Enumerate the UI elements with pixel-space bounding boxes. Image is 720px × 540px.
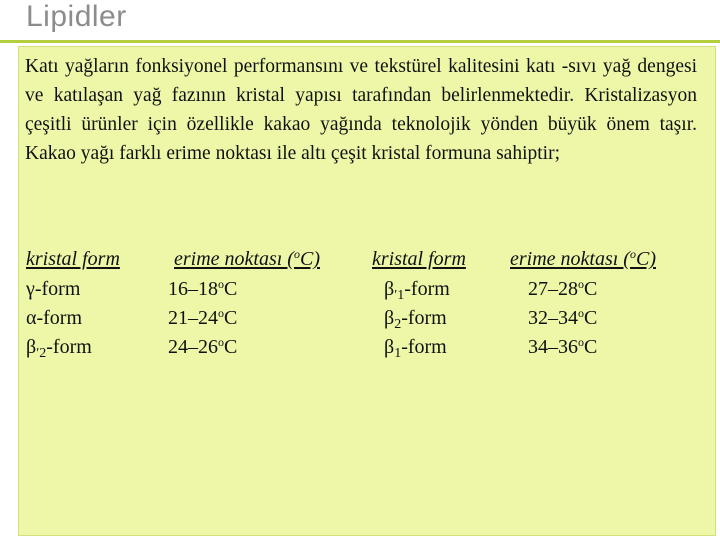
greek-letter: β [384, 307, 395, 329]
unit-c: C [584, 336, 598, 358]
header-form-text: kristal form [372, 248, 466, 270]
body-paragraph: Katı yağların fonksiyonel performansını ve tekstürel kalitesini katı -sıvı yağ dengesi ve katılaşan yağ fazının kristal yapısı tarafından belirlenmektedir. Kristalizasyon çeşitli ürünler için özellikle kakao yağında teknolojik yönden büyük önem taşır. Kakao yağı farklı erime noktası ile altı çeşit kristal formuna sahiptir; [25, 56, 697, 164]
form-cell-right-2 [384, 307, 447, 333]
header-melt-suffix: C) [299, 248, 320, 270]
form-subscript: ′1 [394, 288, 405, 304]
form-suffix: -form [404, 278, 450, 300]
greek-letter: β [384, 336, 395, 358]
greek-letter: β [26, 336, 37, 358]
form-suffix: -form [34, 278, 81, 300]
slide-title: Lipidler [26, 0, 127, 33]
melt-range: 34–36 [528, 336, 578, 358]
header-degree-sup: o [293, 246, 300, 261]
melt-cell-left-3 [168, 336, 237, 359]
greek-letter: β [384, 278, 395, 300]
melt-cell-right-2 [528, 307, 597, 330]
header-melt-suffix: C) [635, 248, 656, 270]
title-divider [0, 40, 720, 43]
form-subscript: 1 [394, 346, 402, 362]
melt-cell-left-2 [168, 307, 237, 330]
form-cell-left-3 [26, 336, 92, 362]
melt-range: 16–18 [168, 278, 218, 300]
title-bar [0, 0, 720, 40]
melt-cell-right-1 [528, 278, 597, 301]
melt-range: 32–34 [528, 307, 578, 329]
degree-mark: o [578, 305, 584, 320]
form-subscript: ′2 [36, 346, 47, 362]
header-kristal-form-right [372, 248, 466, 271]
unit-c: C [584, 307, 598, 329]
header-kristal-form-left [26, 248, 120, 271]
degree-mark: o [218, 305, 224, 320]
header-melt-prefix: erime noktası ( [510, 248, 630, 270]
unit-c: C [224, 278, 238, 300]
header-form-text: kristal form [26, 248, 120, 270]
unit-c: C [584, 278, 598, 300]
melt-cell-right-3 [528, 336, 597, 359]
unit-c: C [224, 307, 238, 329]
greek-letter: γ [26, 278, 35, 300]
melt-range: 24–26 [168, 336, 218, 358]
degree-mark: o [218, 276, 224, 291]
greek-letter: α [26, 307, 37, 329]
form-suffix: -form [401, 336, 447, 358]
header-melt-prefix: erime noktası ( [174, 248, 294, 270]
degree-mark: o [578, 334, 584, 349]
degree-mark: o [578, 276, 584, 291]
form-suffix: -form [36, 307, 83, 329]
header-degree-sup: o [629, 246, 636, 261]
degree-mark: o [218, 334, 224, 349]
form-suffix: -form [46, 336, 92, 358]
form-cell-right-1 [384, 278, 450, 304]
form-suffix: -form [401, 307, 447, 329]
melt-range: 27–28 [528, 278, 578, 300]
form-subscript: 2 [394, 317, 402, 333]
form-cell-right-3 [384, 336, 447, 362]
form-cell-left-2 [26, 307, 82, 330]
header-erime-noktasi-left [174, 248, 320, 271]
unit-c: C [224, 336, 238, 358]
form-cell-left-1 [26, 278, 80, 301]
melt-range: 21–24 [168, 307, 218, 329]
header-erime-noktasi-right [510, 248, 656, 271]
melt-cell-left-1 [168, 278, 237, 301]
